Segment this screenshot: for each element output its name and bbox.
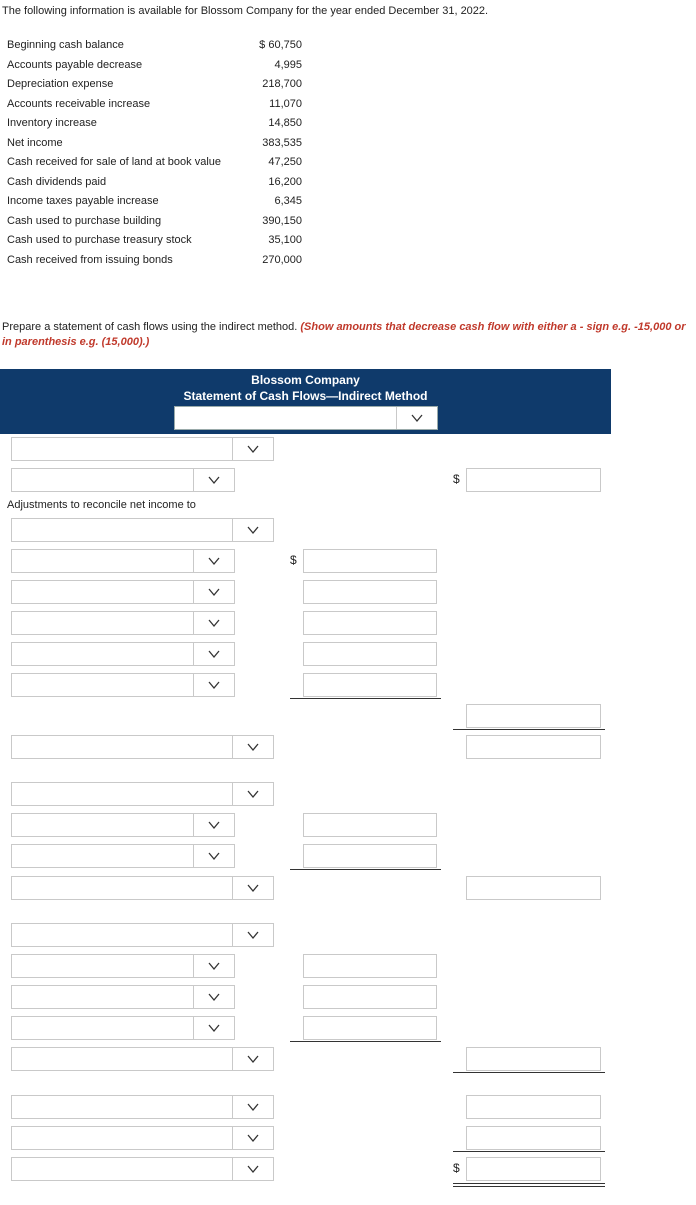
given-label: Beginning cash balance: [7, 39, 124, 51]
chevron-down-icon: [208, 648, 220, 660]
chevron-down-icon: [208, 819, 220, 831]
financing-activities-total-input[interactable]: [466, 1047, 601, 1071]
ending-cash-select[interactable]: [11, 1157, 274, 1181]
given-value: 35,100: [268, 234, 302, 246]
period-select[interactable]: [174, 406, 438, 430]
financing-activities-header-select[interactable]: [11, 923, 274, 947]
instructions: [2, 320, 692, 350]
chevron-down-icon: [247, 788, 259, 800]
currency-symbol: $: [453, 1161, 460, 1175]
subtotal-underline: [453, 1072, 605, 1073]
statement-title: Statement of Cash Flows—Indirect Method: [183, 389, 428, 403]
financing-item-select[interactable]: [11, 1016, 235, 1040]
chevron-down-icon: [247, 443, 259, 455]
given-label: Accounts receivable increase: [7, 98, 151, 110]
dropdown-toggle[interactable]: [232, 1096, 273, 1118]
dropdown-toggle[interactable]: [193, 845, 234, 867]
given-value: 4,995: [274, 59, 302, 71]
subtotal-underline: [290, 869, 441, 870]
operating-activities-total-input[interactable]: [466, 735, 601, 759]
adjustment-select[interactable]: [11, 673, 235, 697]
dropdown-toggle[interactable]: [193, 469, 234, 491]
financing-item-select[interactable]: [11, 954, 235, 978]
dropdown-toggle[interactable]: [193, 955, 234, 977]
given-value: 390,150: [262, 215, 302, 227]
adjustment-amount-input[interactable]: [303, 673, 437, 697]
instructions-highlight: (Show amounts that decrease cash flow with either a - sign e.g. -15,000 or in parenthesis e.g. (15,000).): [2, 321, 686, 348]
adjustments-label: Adjustments to reconcile net income to: [7, 499, 196, 511]
given-label: Cash used to purchase building: [7, 215, 162, 227]
adjustment-select[interactable]: [11, 549, 235, 573]
investing-item-select[interactable]: [11, 813, 235, 837]
subtotal-underline: [453, 1151, 605, 1152]
company-name: Blossom Company: [251, 373, 360, 387]
dropdown-toggle[interactable]: [232, 736, 273, 758]
given-value: $ 60,750: [259, 39, 302, 51]
financing-amount-input[interactable]: [303, 954, 437, 978]
given-value: 16,200: [268, 176, 302, 188]
chevron-down-icon: [247, 1163, 259, 1175]
dropdown-toggle[interactable]: [232, 1127, 273, 1149]
beginning-cash-select[interactable]: [11, 1126, 274, 1150]
ending-cash-input[interactable]: [466, 1157, 601, 1181]
dropdown-toggle[interactable]: [232, 924, 273, 946]
adjustment-amount-input[interactable]: [303, 549, 437, 573]
dropdown-toggle[interactable]: [232, 1048, 273, 1070]
adjustment-select[interactable]: [11, 611, 235, 635]
statement-line-select[interactable]: [11, 437, 274, 461]
operating-activities-total-select[interactable]: [11, 735, 274, 759]
adjustment-select[interactable]: [11, 580, 235, 604]
dropdown-toggle[interactable]: [232, 1158, 273, 1180]
chevron-down-icon: [208, 555, 220, 567]
given-label: Inventory increase: [7, 117, 97, 129]
net-change-cash-select[interactable]: [11, 1095, 274, 1119]
subtotal-underline: [290, 698, 441, 699]
net-income-select[interactable]: [11, 468, 235, 492]
given-value: 14,850: [268, 117, 302, 129]
adjustments-label-select[interactable]: [11, 518, 274, 542]
given-value: 383,535: [262, 137, 302, 149]
chevron-down-icon: [208, 1022, 220, 1034]
given-label: Net income: [7, 137, 63, 149]
adjustment-amount-input[interactable]: [303, 580, 437, 604]
currency-symbol: $: [290, 553, 297, 567]
dropdown-toggle[interactable]: [193, 550, 234, 572]
problem-intro: The following information is available for Blossom Company for the year ended December 31, 2022.: [2, 5, 489, 17]
investing-activities-total-select[interactable]: [11, 876, 274, 900]
dropdown-toggle[interactable]: [193, 1017, 234, 1039]
chevron-down-icon: [247, 741, 259, 753]
given-value: 11,070: [269, 98, 302, 110]
investing-item-select[interactable]: [11, 844, 235, 868]
dropdown-toggle[interactable]: [193, 674, 234, 696]
chevron-down-icon: [247, 1101, 259, 1113]
chevron-down-icon: [208, 960, 220, 972]
given-label: Accounts payable decrease: [7, 59, 143, 71]
given-label: Cash received from issuing bonds: [7, 254, 173, 266]
chevron-down-icon: [208, 991, 220, 1003]
dropdown-toggle[interactable]: [232, 519, 273, 541]
beginning-cash-input[interactable]: [466, 1126, 601, 1150]
period-select-toggle[interactable]: [396, 407, 437, 429]
adjustment-amount-input[interactable]: [303, 611, 437, 635]
chevron-down-icon: [247, 1053, 259, 1065]
chevron-down-icon: [247, 1132, 259, 1144]
dropdown-toggle[interactable]: [193, 581, 234, 603]
financing-amount-input[interactable]: [303, 1016, 437, 1040]
dropdown-toggle[interactable]: [193, 612, 234, 634]
chevron-down-icon: [247, 882, 259, 894]
chevron-down-icon: [208, 850, 220, 862]
adjustment-amount-input[interactable]: [303, 642, 437, 666]
chevron-down-icon: [247, 929, 259, 941]
dropdown-toggle[interactable]: [232, 438, 273, 460]
financing-item-select[interactable]: [11, 985, 235, 1009]
net-change-cash-input[interactable]: [466, 1095, 601, 1119]
given-label: Depreciation expense: [7, 78, 114, 90]
investing-amount-input[interactable]: [303, 844, 437, 868]
financing-activities-total-select[interactable]: [11, 1047, 274, 1071]
currency-symbol: $: [453, 472, 460, 486]
given-label: Income taxes payable increase: [7, 195, 159, 207]
chevron-down-icon: [208, 679, 220, 691]
instructions-text: Prepare a statement of cash flows using the indirect method.: [2, 321, 298, 333]
given-value: 47,250: [268, 156, 302, 168]
dropdown-toggle[interactable]: [232, 783, 273, 805]
dropdown-toggle[interactable]: [193, 986, 234, 1008]
given-label: Cash received for sale of land at book value: [7, 156, 222, 168]
investing-activities-header-select[interactable]: [11, 782, 274, 806]
chevron-down-icon: [208, 474, 220, 486]
chevron-down-icon: [208, 586, 220, 598]
given-value: 218,700: [262, 78, 302, 90]
chevron-down-icon: [411, 412, 423, 424]
dropdown-toggle[interactable]: [193, 643, 234, 665]
given-value: 6,345: [274, 195, 302, 207]
dropdown-toggle[interactable]: [193, 814, 234, 836]
given-label: Cash dividends paid: [7, 176, 107, 188]
chevron-down-icon: [208, 617, 220, 629]
given-value: 270,000: [262, 254, 302, 266]
chevron-down-icon: [247, 524, 259, 536]
total-adjustments-input[interactable]: [466, 704, 601, 728]
investing-amount-input[interactable]: [303, 813, 437, 837]
net-income-amount-input[interactable]: [466, 468, 601, 492]
investing-activities-total-input[interactable]: [466, 876, 601, 900]
subtotal-underline: [290, 1041, 441, 1042]
given-label: Cash used to purchase treasury stock: [7, 234, 192, 246]
financing-amount-input[interactable]: [303, 985, 437, 1009]
total-double-underline: [453, 1183, 605, 1187]
adjustment-select[interactable]: [11, 642, 235, 666]
dropdown-toggle[interactable]: [232, 877, 273, 899]
subtotal-underline: [453, 729, 605, 730]
